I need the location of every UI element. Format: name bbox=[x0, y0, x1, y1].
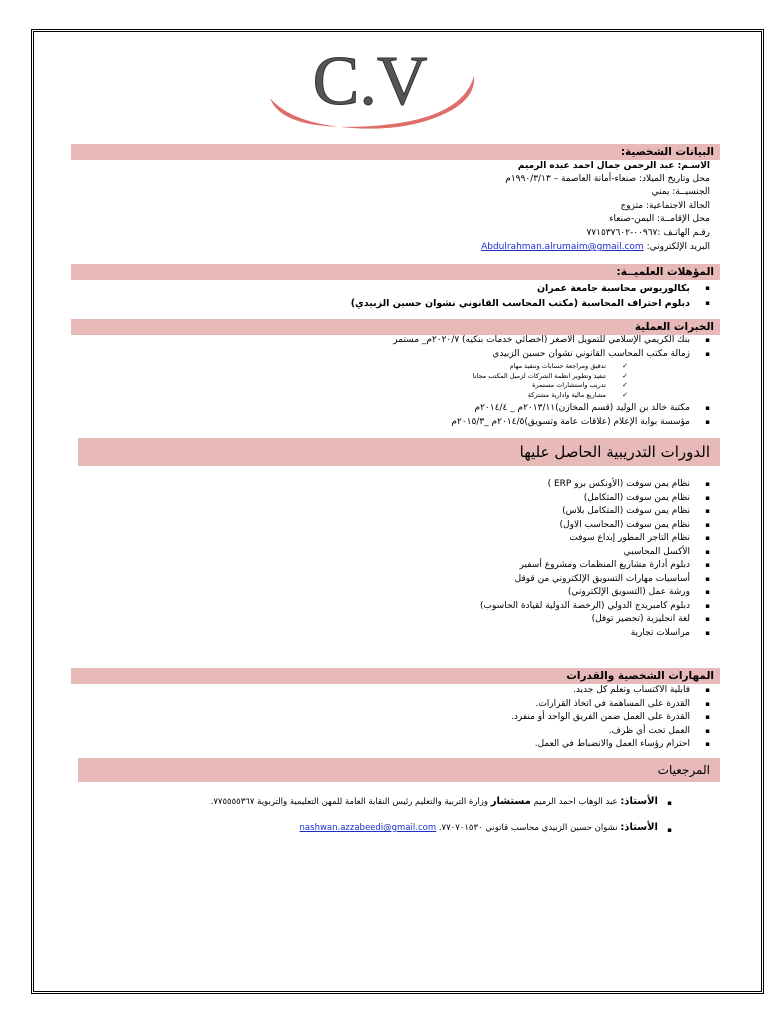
list-item: بكالوريوس محاسبة جامعة عمران ▪ bbox=[351, 281, 710, 296]
bullet-icon: ▪ bbox=[667, 799, 672, 807]
reference-1-role: مستشار bbox=[490, 796, 531, 807]
reference-2-details: نشوان حسين الزبيدي محاسب قانوني ٧٧٠٧٠١٥٣٠. bbox=[438, 823, 618, 833]
list-item: احترام رؤساء العمل والانضباط في العمل. ▪ bbox=[511, 738, 710, 752]
list-item: لغة انجليزية (تحضير توفل) ▪ bbox=[480, 613, 710, 627]
cv-logo bbox=[262, 36, 478, 132]
list-item: القدرة على العمل ضمن الفريق الواحد أو منفرد. ▪ bbox=[511, 711, 710, 725]
personal-birth: محل وتاريخ الميلاد: صنعاء-أمانة العاصمة – ١٩٩٠/٣/١٣م bbox=[505, 174, 710, 184]
section-title-references: المرجعيات bbox=[657, 763, 710, 777]
list-item: تنفيذ وتطوير انظمة الشركات لزميل المكتب مجانا ✓ bbox=[473, 372, 628, 382]
qualifications-list bbox=[351, 281, 710, 311]
reference-2-title: الأستاذ: bbox=[620, 822, 658, 833]
reference-1-title: الأستاذ: bbox=[620, 796, 658, 807]
section-bar-qualifications bbox=[71, 264, 720, 280]
reference-1-name: عبد الوهاب احمد الرميم bbox=[533, 797, 618, 807]
section-bar-experience bbox=[71, 319, 720, 335]
list-item: مراسلات تجارية ▪ bbox=[480, 627, 710, 641]
skills-list bbox=[511, 684, 710, 752]
section-bar-skills bbox=[71, 668, 720, 684]
list-item: القدرة على المساهمة في اتخاذ القرارات. ▪ bbox=[511, 698, 710, 712]
experience-list-2 bbox=[451, 402, 710, 429]
list-item: دبلوم أدارة مشاريع المنظمات ومشروع أسفير ▪ bbox=[480, 559, 710, 573]
reference-1 bbox=[211, 795, 658, 809]
experience-sublist bbox=[473, 362, 628, 400]
personal-residence: محل الإقامــة: اليمن-صنعاء bbox=[609, 214, 710, 224]
personal-email-link[interactable]: Abdulrahman.alrumaim@gmail.com bbox=[481, 242, 644, 252]
list-item: العمل تحت أي ظرف. ▪ bbox=[511, 725, 710, 739]
personal-marital: الحالة الاجتماعية: متزوج bbox=[620, 201, 710, 211]
section-title-qualifications: المؤهلات العلميــة: bbox=[616, 266, 714, 278]
list-item: الأكسل المحاسبي ▪ bbox=[480, 546, 710, 560]
reference-2-email-link[interactable]: nashwan.azzabeedi@gmail.com bbox=[299, 823, 437, 833]
list-item: مكتبة خالد بن الوليد (قسم المخازن)٢٠١٣/١١م _ ٢٠١٤/٤م ▪ bbox=[451, 402, 710, 416]
personal-nationality: الجنسيــة: يمني bbox=[651, 187, 710, 197]
personal-email-label: البريد الإلكتروني: bbox=[646, 242, 710, 252]
experience-list bbox=[393, 334, 710, 361]
list-item: نظام التاجر المطور إبداع سوفت ▪ bbox=[480, 532, 710, 546]
personal-email-row bbox=[481, 241, 710, 253]
list-item: تدقيق ومراجعة حسابات وتنفيذ مهام ✓ bbox=[473, 362, 628, 372]
section-title-experience: الخبرات العملية bbox=[634, 321, 714, 333]
personal-name: الاسـم: عبد الرحمن جمال احمد عبده الرميم bbox=[517, 161, 710, 171]
list-item: نظام يمن سوفت (المتكامل) ▪ bbox=[480, 492, 710, 506]
section-bar-personal bbox=[71, 144, 720, 160]
bullet-icon: ▪ bbox=[667, 826, 672, 834]
list-item: دبلوم احتراف المحاسبة (مكتب المحاسب القانوني نشوان حسين الزبيدي) ▪ bbox=[351, 296, 710, 311]
list-item: مشاريع مالية وادارية مشتركة ✓ bbox=[473, 391, 628, 401]
list-item: نظام يمن سوفت (الأونكس برو ERP ) ▪ bbox=[480, 478, 710, 492]
section-bar-courses bbox=[78, 438, 720, 466]
section-title-personal: البيانات الشخصية: bbox=[620, 146, 714, 158]
reference-1-details: وزارة التربية والتعليم رئيس النقابة العامة للمهن التعليمية والتربوية ٧٧٥٥٥٥٣٦٧. bbox=[210, 797, 489, 807]
section-title-skills: المهارات الشخصية والقدرات bbox=[566, 670, 714, 682]
section-bar-references bbox=[78, 758, 720, 782]
list-item: أساسيات مهارات التسويق الإلكتروني من قوقل ▪ bbox=[480, 573, 710, 587]
list-item: بنك الكريمي الإسلامي للتمويل الاصغر (اخصائي خدمات بنكيه) ٢٠٢٠/٧م_ مستمر ▪ bbox=[393, 334, 710, 348]
list-item: دبلوم كامبريدج الدولي (الرخصة الدولية لقيادة الحاسوب) ▪ bbox=[480, 600, 710, 614]
list-item: مؤسسة بوابة الإعلام (علاقات عامة وتسويق)٢٠١٤/٥م _٢٠١٥/٣م ▪ bbox=[451, 416, 710, 430]
list-item: زمالة مكتب المحاسب القانوني نشوان حسين الزبيدي ▪ bbox=[393, 348, 710, 362]
personal-phone: رقـم الهاتـف :٠٠٩٦٧-٧٧١٥٣٧٦٠٢ bbox=[586, 228, 710, 238]
courses-list bbox=[480, 478, 710, 640]
list-item: تدريب واستشارات مستمرة ✓ bbox=[473, 381, 628, 391]
list-item: نظام يمن سوفت (المحاسب الاول) ▪ bbox=[480, 519, 710, 533]
list-item: ورشة عمل (التسويق الإلكتروني) ▪ bbox=[480, 586, 710, 600]
list-item: نظام يمن سوفت (المتكامل بلاس) ▪ bbox=[480, 505, 710, 519]
list-item: قابلية الاكتساب وتعلم كل جديد. ▪ bbox=[511, 684, 710, 698]
reference-2 bbox=[300, 821, 658, 835]
section-title-courses: الدورات التدريبية الحاصل عليها bbox=[519, 443, 710, 461]
cv-logo-text: C.V bbox=[312, 43, 428, 120]
